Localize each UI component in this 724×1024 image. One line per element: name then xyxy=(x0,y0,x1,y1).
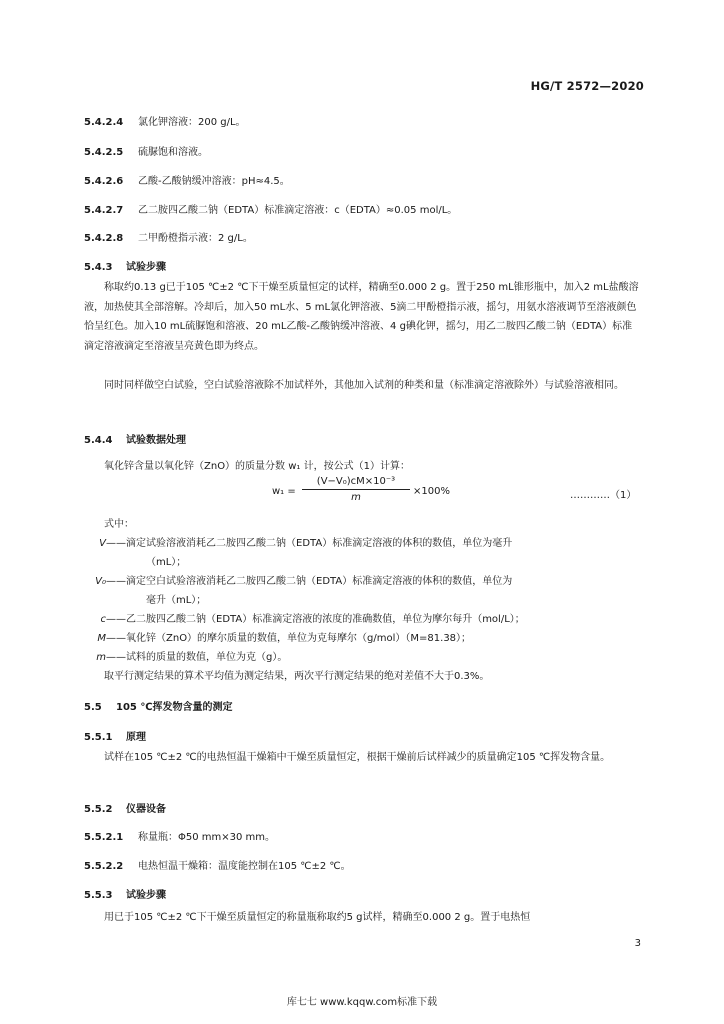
section-text: 电热恒温干燥箱：温度能控制在105 ℃±2 ℃。 xyxy=(138,861,351,872)
section-text: 氯化钾溶液：200 g/L。 xyxy=(138,117,246,128)
section-5427 xyxy=(84,201,457,216)
formula-lhs: w₁ = xyxy=(272,486,296,497)
principle-paragraph: 试样在105 ℃±2 ℃的电热恒温干燥箱中干燥至质量恒定，根据干燥前后试样减少的质量确定105 ℃挥发物含量。 xyxy=(104,752,611,763)
definition-m-mass xyxy=(88,648,287,663)
section-title: 105 ℃挥发物含量的测定 xyxy=(116,702,233,713)
section-number: 5.4.2.8 xyxy=(84,233,124,244)
section-title: 仪器设备 xyxy=(126,804,166,815)
formula-denominator: m xyxy=(351,492,361,503)
section-5426 xyxy=(84,172,290,187)
section-55-heading xyxy=(84,698,232,713)
def-symbol: m xyxy=(96,652,106,663)
def-symbol: c xyxy=(100,614,106,625)
section-number: 5.4.2.7 xyxy=(84,205,124,216)
standard-code: HG/T 2572—2020 xyxy=(530,79,644,93)
formula-intro: 氧化锌含量以氧化锌（ZnO）的质量分数 w₁ 计，按公式（1）计算： xyxy=(104,461,410,472)
where-label: 式中： xyxy=(104,519,134,530)
section-text: 乙酸-乙酸钠缓冲溶液：pH≈4.5。 xyxy=(138,176,290,187)
section-number: 5.5.2.2 xyxy=(84,861,124,872)
section-title: 试验步骤 xyxy=(126,890,166,901)
section-5521 xyxy=(84,828,275,843)
section-number: 5.4.2.6 xyxy=(84,176,124,187)
section-543-heading xyxy=(84,258,166,273)
definition-v-cont: （mL）； xyxy=(146,557,187,568)
definition-v0 xyxy=(88,572,512,587)
procedure-paragraph-553: 用已于105 ℃±2 ℃下干燥至质量恒定的称量瓶称取约5 g试样，精确至0.000 2 g。置于电热恒 xyxy=(104,912,531,923)
formula-fraction xyxy=(300,476,412,503)
section-553-heading xyxy=(84,886,166,901)
section-text: 称量瓶：Φ50 mm×30 mm。 xyxy=(138,832,276,843)
footer-watermark[interactable]: 库七七 www.kqqw.com标准下载 xyxy=(286,997,438,1008)
formula-number: …………（1） xyxy=(570,490,637,501)
blank-test-paragraph: 同时同样做空白试验，空白试验溶液除不加试样外，其他加入试剂的种类和量（标准滴定溶液除外）与试验溶液相同。 xyxy=(104,380,624,391)
def-symbol: V₀ xyxy=(95,576,106,587)
def-text: ——氧化锌（ZnO）的摩尔质量的数值，单位为克每摩尔（g/mol）（M=81.38）； xyxy=(106,633,472,644)
section-number: 5.4.2.5 xyxy=(84,147,124,158)
section-text: 二甲酚橙指示液：2 g/L。 xyxy=(138,233,253,244)
section-544-heading xyxy=(84,431,186,446)
procedure-paragraph: 称取约0.13 g已于105 ℃±2 ℃下干燥至质量恒定的试样，精确至0.000 2 g。置于250 mL锥形瓶中，加入2 mL盐酸溶液，加热使其全部溶解。冷却后，加入50 mL水、5 mL氯化钾溶液、5滴二甲酚橙指示液，摇匀，用氨水溶液调节至溶液颜色恰呈红色。加入10 mL硫脲饱和溶液、20 mL乙酸-乙酸钠缓冲溶液、4 g碘化钾，摇匀，用乙二胺四乙酸二钠（EDTA）标准滴定溶液滴定至溶液呈亮黄色即为终点。 xyxy=(84,282,639,352)
def-symbol: M xyxy=(97,633,106,644)
section-number: 5.5.2.1 xyxy=(84,832,124,843)
section-text: 乙二胺四乙酸二钠（EDTA）标准滴定溶液：c（EDTA）≈0.05 mol/L。 xyxy=(138,205,458,216)
section-5428 xyxy=(84,229,253,244)
formula-numerator: (V−V₀)cM×10⁻³ xyxy=(316,476,396,487)
section-number: 5.4.3 xyxy=(84,262,113,273)
formula-rhs: ×100% xyxy=(413,486,450,497)
section-5424 xyxy=(84,113,246,128)
def-text: ——乙二胺四乙酸二钠（EDTA）标准滴定溶液的浓度的准确数值，单位为摩尔每升（mol/L）； xyxy=(106,614,525,625)
section-title: 原理 xyxy=(126,732,146,743)
section-number: 5.5.3 xyxy=(84,890,113,901)
section-number: 5.5 xyxy=(84,702,102,713)
def-symbol: V xyxy=(99,538,106,549)
definition-v0-cont: 毫升（mL）； xyxy=(146,595,207,606)
section-5425 xyxy=(84,143,208,158)
section-number: 5.4.4 xyxy=(84,435,113,446)
definition-m-molar xyxy=(88,629,471,644)
definition-v xyxy=(88,534,512,549)
section-number: 5.5.1 xyxy=(84,732,113,743)
def-text: ——滴定试验溶液消耗乙二胺四乙酸二钠（EDTA）标准滴定溶液的体积的数值，单位为毫升 xyxy=(106,538,513,549)
def-text: ——滴定空白试验溶液消耗乙二胺四乙酸二钠（EDTA）标准滴定溶液的体积的数值，单位为 xyxy=(106,576,513,587)
result-statement: 取平行测定结果的算术平均值为测定结果，两次平行测定结果的绝对差值不大于0.3%。 xyxy=(104,671,490,682)
section-551-heading xyxy=(84,728,146,743)
def-text: ——试料的质量的数值，单位为克（g）。 xyxy=(106,652,288,663)
definition-c xyxy=(88,610,525,625)
section-title: 试验步骤 xyxy=(126,262,166,273)
section-5522 xyxy=(84,857,351,872)
page-number: 3 xyxy=(634,938,641,949)
section-number: 5.5.2 xyxy=(84,804,113,815)
section-text: 硫脲饱和溶液。 xyxy=(138,147,208,158)
section-number: 5.4.2.4 xyxy=(84,117,124,128)
section-title: 试验数据处理 xyxy=(126,435,186,446)
section-552-heading xyxy=(84,800,166,815)
